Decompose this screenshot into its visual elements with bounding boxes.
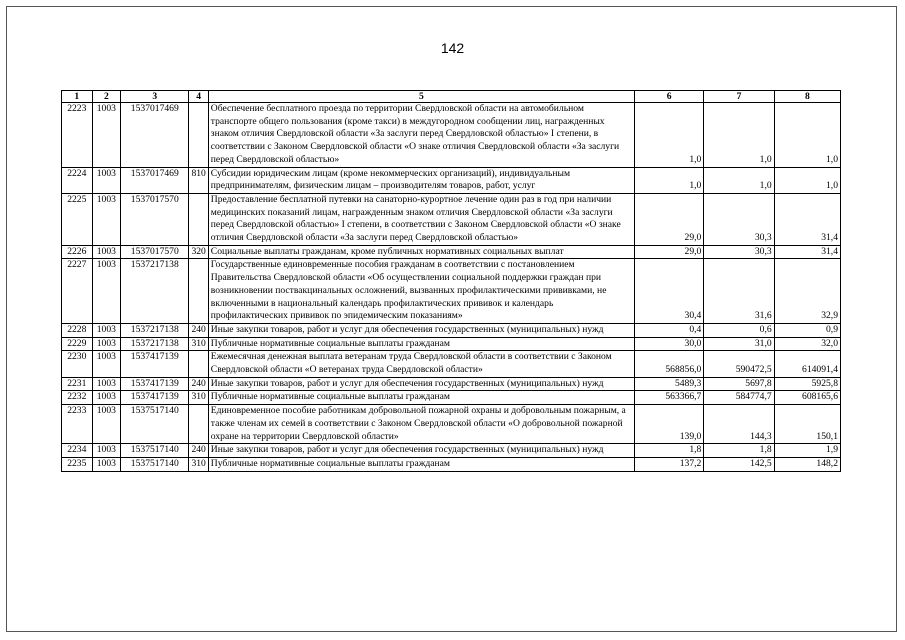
target-code-cell: 1537017570 <box>121 245 189 259</box>
target-code-cell: 1537017469 <box>121 167 189 193</box>
description-cell: Социальные выплаты гражданам, кроме публичных нормативных социальных выплат <box>208 245 634 259</box>
description-cell: Субсидии юридическим лицам (кроме некоммерческих организаций), индивидуальным предпринимателям, физическим лицам – производителям товаров, работ, услуг <box>208 167 634 193</box>
target-code-cell: 1537217138 <box>121 259 189 324</box>
expense-type-cell: 240 <box>189 323 208 337</box>
section-code-cell: 1003 <box>92 167 121 193</box>
value-column-8-cell: 608165,6 <box>774 391 840 405</box>
table-row <box>62 457 841 471</box>
description-cell: Предоставление бесплатной путевки на санаторно-курортное лечение один раз в год при наличии медицинских показаний лицам, награжденным знаком отличия Свердловской области «За заслуги перед Свердловской областью» I степени, в соответствии с Законом Свердловской области «О знаке отличия Свердловской области «За заслуги перед Свердловской областью» <box>208 193 634 245</box>
description-cell: Государственные единовременные пособия гражданам в соответствии с постановлением Правительства Свердловской области «Об осуществлении социальной поддержки граждан при возникновении поствакцинальных осложнений, вызванных профилактическими прививками, не включенными в национальный календарь профилактических прививок и календарь профилактических прививок по эпидемическим показаниям» <box>208 259 634 324</box>
value-column-7-cell: 144,3 <box>704 405 774 444</box>
section-code-cell: 1003 <box>92 337 121 351</box>
value-column-7-cell: 30,3 <box>704 245 774 259</box>
description-cell: Ежемесячная денежная выплата ветеранам труда Свердловской области в соответствии с Законом Свердловской области «О ветеранах труда Свердловской области» <box>208 351 634 377</box>
description-cell: Публичные нормативные социальные выплаты гражданам <box>208 337 634 351</box>
table-row <box>62 351 841 377</box>
table-row <box>62 391 841 405</box>
row-number-cell: 2232 <box>62 391 93 405</box>
target-code-cell: 1537017469 <box>121 103 189 168</box>
table-row <box>62 259 841 324</box>
row-number-cell: 2225 <box>62 193 93 245</box>
value-column-8-cell: 1,9 <box>774 444 840 458</box>
value-column-7-cell: 1,0 <box>704 167 774 193</box>
value-column-6-cell: 29,0 <box>635 193 704 245</box>
value-column-8-cell: 1,0 <box>774 167 840 193</box>
column-header-4: 4 <box>189 91 208 103</box>
column-header-3: 3 <box>121 91 189 103</box>
section-code-cell: 1003 <box>92 377 121 391</box>
value-column-6-cell: 563366,7 <box>635 391 704 405</box>
target-code-cell: 1537517140 <box>121 457 189 471</box>
value-column-7-cell: 590472,5 <box>704 351 774 377</box>
value-column-7-cell: 5697,8 <box>704 377 774 391</box>
value-column-7-cell: 31,0 <box>704 337 774 351</box>
value-column-6-cell: 137,2 <box>635 457 704 471</box>
value-column-7-cell: 31,6 <box>704 259 774 324</box>
budget-table <box>61 90 841 472</box>
table-row <box>62 377 841 391</box>
value-column-8-cell: 614091,4 <box>774 351 840 377</box>
row-number-cell: 2231 <box>62 377 93 391</box>
value-column-7-cell: 1,8 <box>704 444 774 458</box>
column-header-2: 2 <box>92 91 121 103</box>
value-column-8-cell: 148,2 <box>774 457 840 471</box>
expense-type-cell <box>189 193 208 245</box>
value-column-6-cell: 29,0 <box>635 245 704 259</box>
target-code-cell: 1537417139 <box>121 391 189 405</box>
target-code-cell: 1537517140 <box>121 444 189 458</box>
value-column-8-cell: 0,9 <box>774 323 840 337</box>
value-column-8-cell: 31,4 <box>774 193 840 245</box>
value-column-8-cell: 1,0 <box>774 103 840 168</box>
column-header-5: 5 <box>208 91 634 103</box>
value-column-7-cell: 142,5 <box>704 457 774 471</box>
row-number-cell: 2223 <box>62 103 93 168</box>
value-column-8-cell: 150,1 <box>774 405 840 444</box>
expense-type-cell: 240 <box>189 444 208 458</box>
table-row <box>62 444 841 458</box>
section-code-cell: 1003 <box>92 351 121 377</box>
value-column-7-cell: 30,3 <box>704 193 774 245</box>
value-column-7-cell: 584774,7 <box>704 391 774 405</box>
value-column-6-cell: 1,0 <box>635 103 704 168</box>
table-row <box>62 167 841 193</box>
expense-type-cell <box>189 405 208 444</box>
section-code-cell: 1003 <box>92 457 121 471</box>
table-row <box>62 193 841 245</box>
description-cell: Публичные нормативные социальные выплаты гражданам <box>208 391 634 405</box>
row-number-cell: 2224 <box>62 167 93 193</box>
value-column-6-cell: 568856,0 <box>635 351 704 377</box>
row-number-cell: 2227 <box>62 259 93 324</box>
table-row <box>62 245 841 259</box>
description-cell: Иные закупки товаров, работ и услуг для обеспечения государственных (муниципальных) нужд <box>208 444 634 458</box>
value-column-8-cell: 32,0 <box>774 337 840 351</box>
section-code-cell: 1003 <box>92 245 121 259</box>
section-code-cell: 1003 <box>92 193 121 245</box>
section-code-cell: 1003 <box>92 103 121 168</box>
table-header-row <box>62 91 841 103</box>
section-code-cell: 1003 <box>92 259 121 324</box>
table-row <box>62 405 841 444</box>
expense-type-cell <box>189 259 208 324</box>
target-code-cell: 1537417139 <box>121 377 189 391</box>
description-cell: Публичные нормативные социальные выплаты гражданам <box>208 457 634 471</box>
target-code-cell: 1537517140 <box>121 405 189 444</box>
description-cell: Иные закупки товаров, работ и услуг для обеспечения государственных (муниципальных) нужд <box>208 323 634 337</box>
value-column-6-cell: 5489,3 <box>635 377 704 391</box>
value-column-7-cell: 0,6 <box>704 323 774 337</box>
expense-type-cell: 320 <box>189 245 208 259</box>
value-column-7-cell: 1,0 <box>704 103 774 168</box>
description-cell: Единовременное пособие работникам добровольной пожарной охраны и добровольным пожарным, а также членам их семей в соответствии с Законом Свердловской области «О добровольной пожарной охране на территории Свердловской области» <box>208 405 634 444</box>
row-number-cell: 2230 <box>62 351 93 377</box>
row-number-cell: 2228 <box>62 323 93 337</box>
table-row <box>62 323 841 337</box>
description-cell: Иные закупки товаров, работ и услуг для обеспечения государственных (муниципальных) нужд <box>208 377 634 391</box>
value-column-8-cell: 31,4 <box>774 245 840 259</box>
description-cell: Обеспечение бесплатного проезда по территории Свердловской области на автомобильном транспорте общего пользования (кроме такси) в междугородном сообщении лиц, награжденных знаком отличия Свердловской области «За заслуги перед Свердловской областью» I степени, в соответствии с Законом Свердловской области «О знаке отличия Свердловской области «За заслуги перед Свердловской областью» <box>208 103 634 168</box>
column-header-8: 8 <box>774 91 840 103</box>
expense-type-cell: 810 <box>189 167 208 193</box>
column-header-7: 7 <box>704 91 774 103</box>
expense-type-cell: 310 <box>189 391 208 405</box>
table-row <box>62 103 841 168</box>
expense-type-cell: 240 <box>189 377 208 391</box>
target-code-cell: 1537217138 <box>121 323 189 337</box>
table-row <box>62 337 841 351</box>
page-number: 142 <box>440 40 465 56</box>
expense-type-cell <box>189 351 208 377</box>
expense-type-cell: 310 <box>189 457 208 471</box>
column-header-1: 1 <box>62 91 93 103</box>
value-column-6-cell: 1,0 <box>635 167 704 193</box>
value-column-8-cell: 32,9 <box>774 259 840 324</box>
section-code-cell: 1003 <box>92 405 121 444</box>
row-number-cell: 2234 <box>62 444 93 458</box>
expense-type-cell: 310 <box>189 337 208 351</box>
section-code-cell: 1003 <box>92 391 121 405</box>
value-column-6-cell: 139,0 <box>635 405 704 444</box>
value-column-6-cell: 0,4 <box>635 323 704 337</box>
value-column-6-cell: 1,8 <box>635 444 704 458</box>
row-number-cell: 2226 <box>62 245 93 259</box>
table-body <box>62 103 841 472</box>
target-code-cell: 1537217138 <box>121 337 189 351</box>
row-number-cell: 2235 <box>62 457 93 471</box>
target-code-cell: 1537017570 <box>121 193 189 245</box>
section-code-cell: 1003 <box>92 444 121 458</box>
value-column-8-cell: 5925,8 <box>774 377 840 391</box>
value-column-6-cell: 30,4 <box>635 259 704 324</box>
section-code-cell: 1003 <box>92 323 121 337</box>
target-code-cell: 1537417139 <box>121 351 189 377</box>
column-header-6: 6 <box>635 91 704 103</box>
row-number-cell: 2229 <box>62 337 93 351</box>
value-column-6-cell: 30,0 <box>635 337 704 351</box>
row-number-cell: 2233 <box>62 405 93 444</box>
expense-type-cell <box>189 103 208 168</box>
